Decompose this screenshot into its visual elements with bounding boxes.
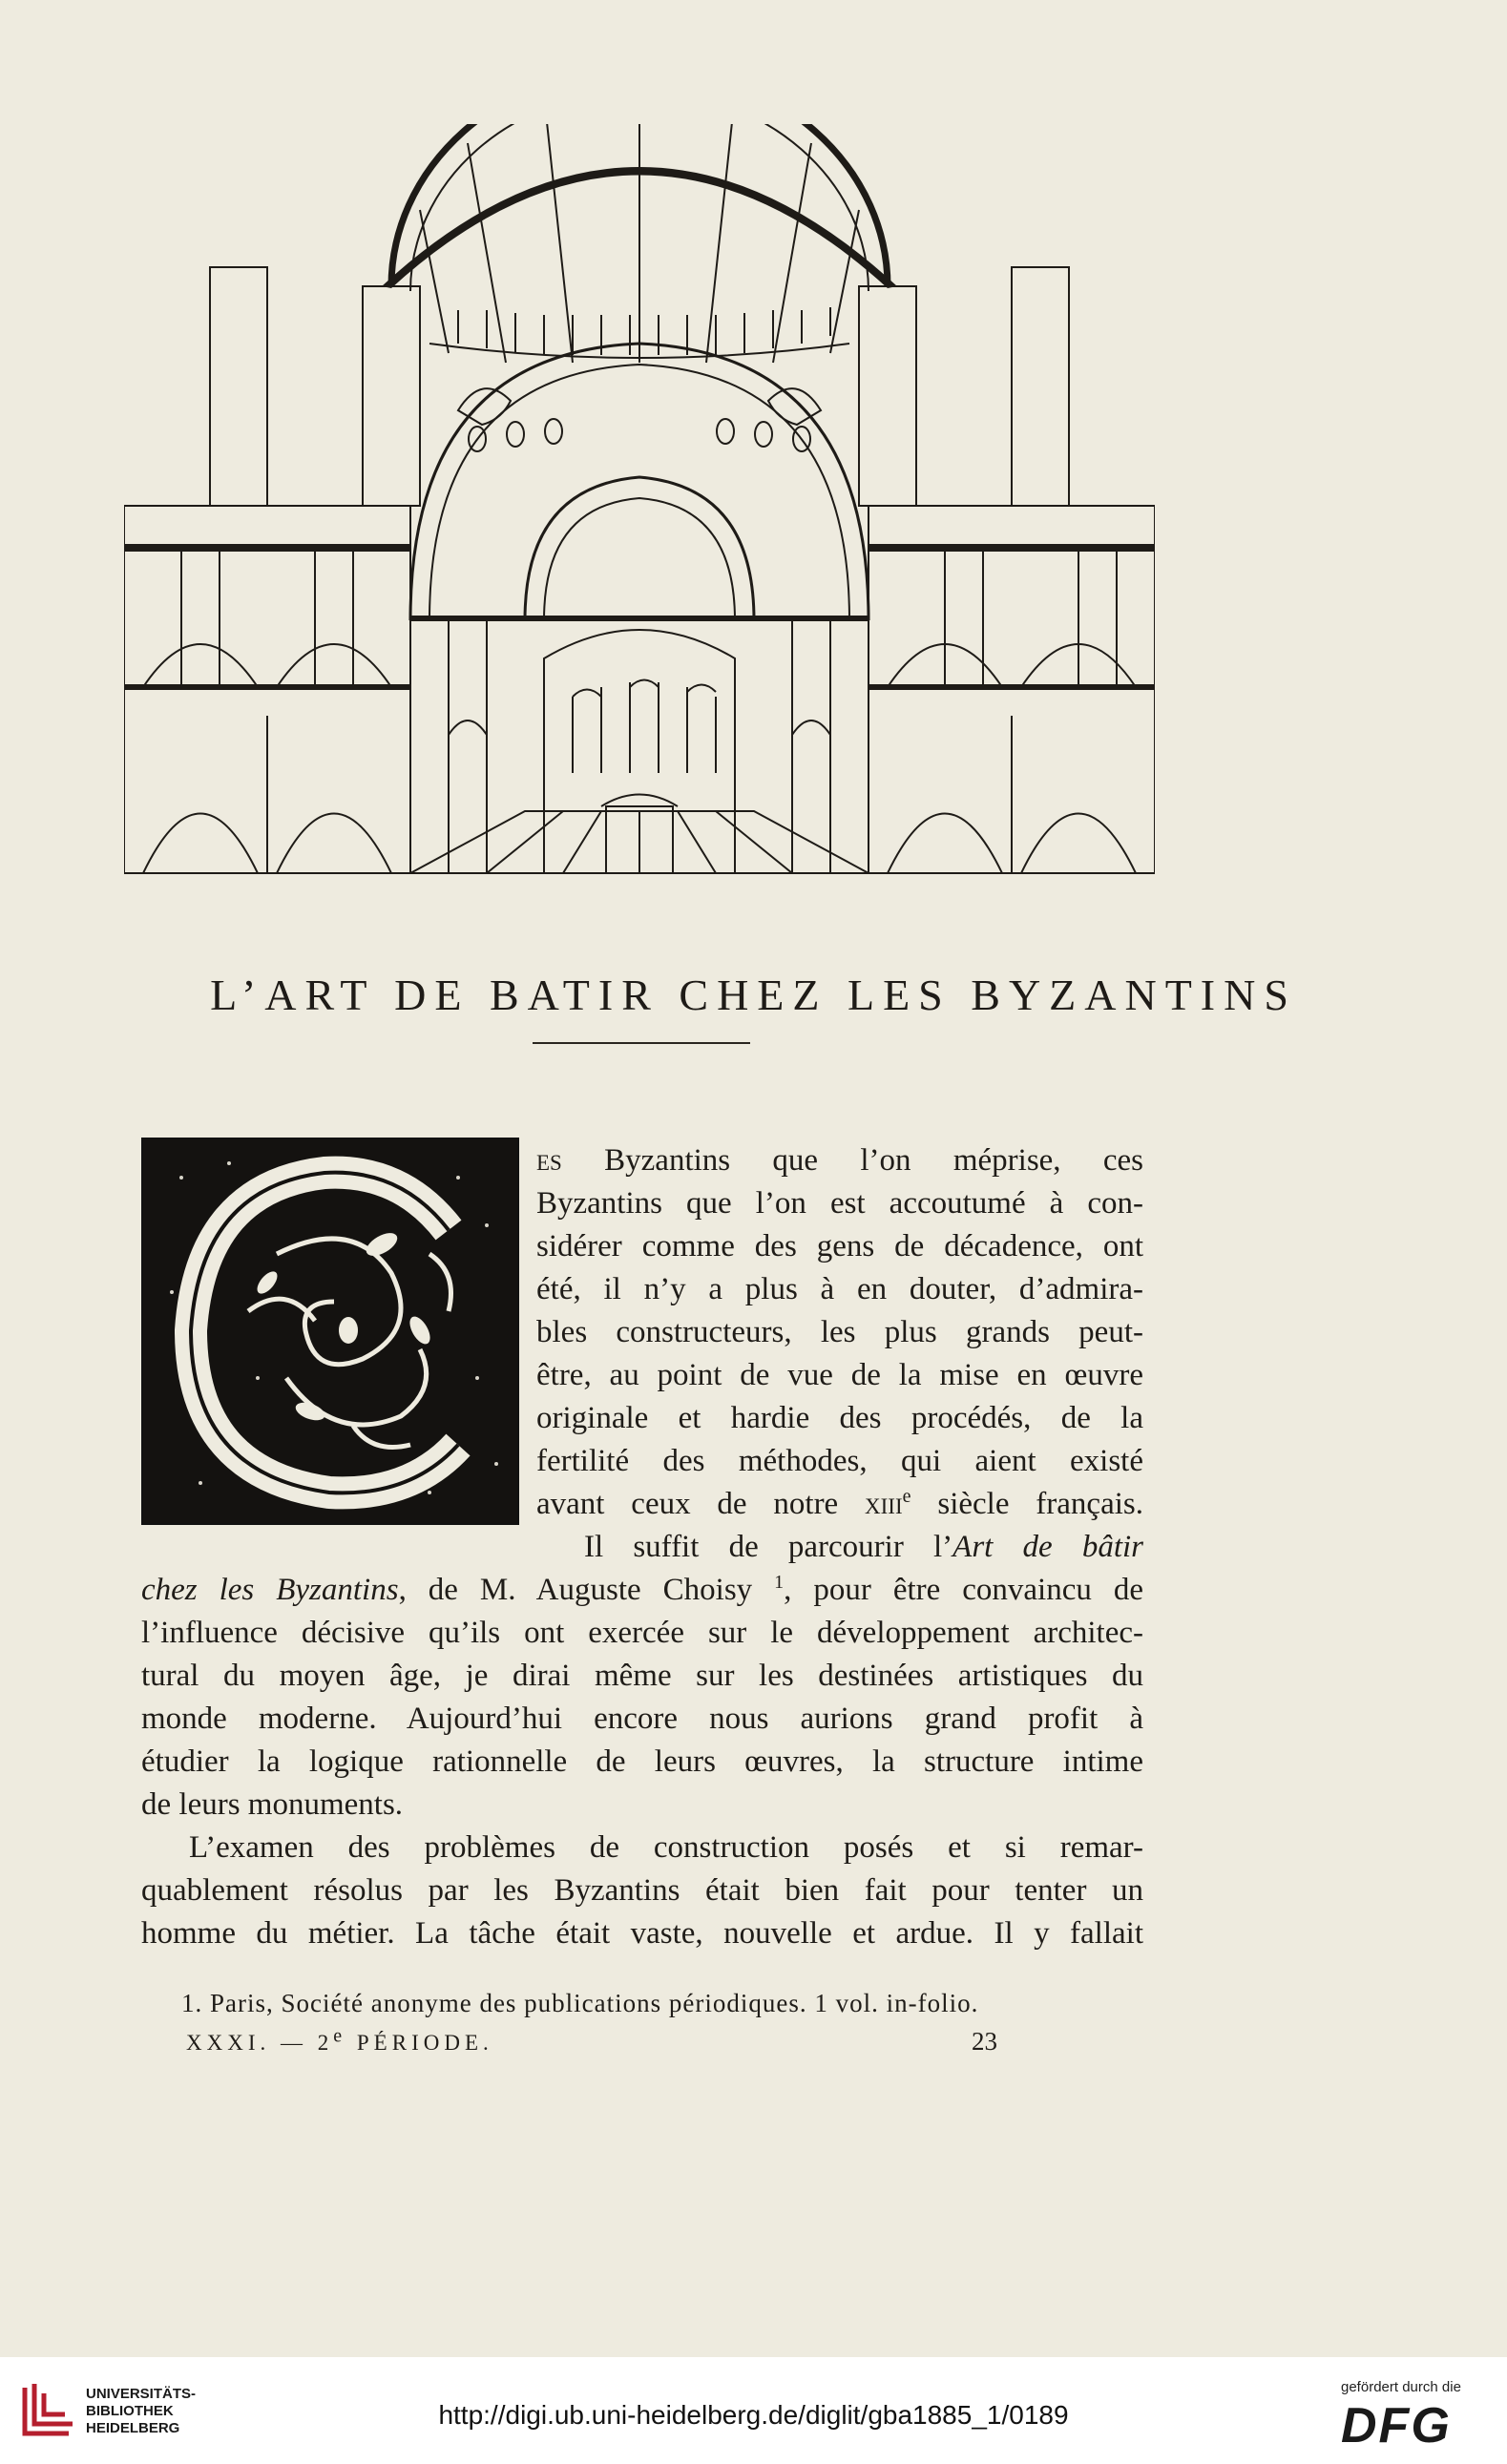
text-line: été, il n’y a plus à en douter, d’admira- bbox=[536, 1272, 1143, 1306]
ornamental-dropcap bbox=[141, 1138, 519, 1525]
footnote-ref: 1 bbox=[774, 1572, 785, 1593]
text-line: L’examen des problèmes de construction posés et si remar- bbox=[189, 1830, 1143, 1865]
text-line: étudier la logique rationnelle de leurs œuvres, la structure intime bbox=[141, 1744, 1143, 1779]
text-line bbox=[584, 1527, 1143, 1567]
text-line: homme du métier. La tâche était vaste, nouvelle et ardue. Il y fallait bbox=[141, 1916, 1143, 1951]
text-line: être, au point de vue de la mise en œuvre bbox=[536, 1358, 1143, 1392]
text-line bbox=[536, 1484, 1143, 1524]
text-line: tural du moyen âge, je dirai même sur les destinées artistiques du bbox=[141, 1659, 1143, 1693]
signature-text: XXXI. — 2 bbox=[186, 2031, 334, 2055]
title-divider bbox=[533, 1042, 750, 1044]
text-line: quablement résolus par les Byzantins était bien fait pour tenter un bbox=[141, 1873, 1143, 1908]
university-library-name: UNIVERSITÄTS- BIBLIOTHEK HEIDELBERG bbox=[86, 2386, 197, 2436]
dropcap-continuation: es bbox=[536, 1143, 562, 1178]
text-span: , pour être convaincu de bbox=[784, 1573, 1143, 1607]
century-numeral: xiii bbox=[865, 1487, 903, 1521]
article-title: L’ART DE BATIR CHEZ LES BYZANTINS bbox=[210, 970, 1297, 1019]
text-line: fertilité des méthodes, qui aient existé bbox=[536, 1444, 1143, 1478]
funding-caption: gefördert durch die bbox=[1341, 2379, 1461, 2395]
text-line: monde moderne. Aujourd’hui encore nous aurions grand profit à bbox=[141, 1702, 1143, 1736]
text-span: Byzantins que l’on méprise, ces bbox=[561, 1143, 1143, 1178]
text-line: bles constructeurs, les plus grands peut- bbox=[536, 1315, 1143, 1349]
dfg-logo: DFG bbox=[1341, 2398, 1452, 2454]
text-line: sidérer comme des gens de décadence, ont bbox=[536, 1229, 1143, 1263]
text-line: l’influence décisive qu’ils ont exercée sur le développement architec- bbox=[141, 1616, 1143, 1650]
text-line: Byzantins que l’on est accoutumé à con- bbox=[536, 1186, 1143, 1221]
permalink-url[interactable]: http://digi.ub.uni-heidelberg.de/diglit/gba1885_1/0189 bbox=[438, 2400, 1069, 2430]
book-title: Art de bâtir bbox=[952, 1530, 1143, 1564]
text-span: Il suffit de parcourir l’ bbox=[584, 1530, 953, 1564]
text-line: de leurs monuments. bbox=[141, 1787, 404, 1822]
page-number: 23 bbox=[972, 2027, 997, 2056]
book-title: chez les Byzantins bbox=[141, 1573, 399, 1607]
text-span: avant ceux de notre bbox=[536, 1487, 866, 1521]
text-span: siècle français. bbox=[910, 1487, 1143, 1521]
footnote: 1. Paris, Société anonyme des publications périodiques. 1 vol. in-folio. bbox=[181, 1989, 979, 2017]
hagia-sophia-section-illustration bbox=[124, 124, 1155, 887]
text-line: originale et hardie des procédés, de la bbox=[536, 1401, 1143, 1435]
text-line bbox=[536, 1140, 1143, 1180]
text-span: , de M. Auguste Choisy bbox=[398, 1573, 775, 1607]
superscript: e bbox=[902, 1486, 911, 1507]
text-line bbox=[141, 1570, 1143, 1610]
signature-text: PÉRIODE. bbox=[346, 2031, 493, 2055]
superscript: e bbox=[333, 2025, 347, 2047]
signature-mark bbox=[186, 2025, 493, 2056]
